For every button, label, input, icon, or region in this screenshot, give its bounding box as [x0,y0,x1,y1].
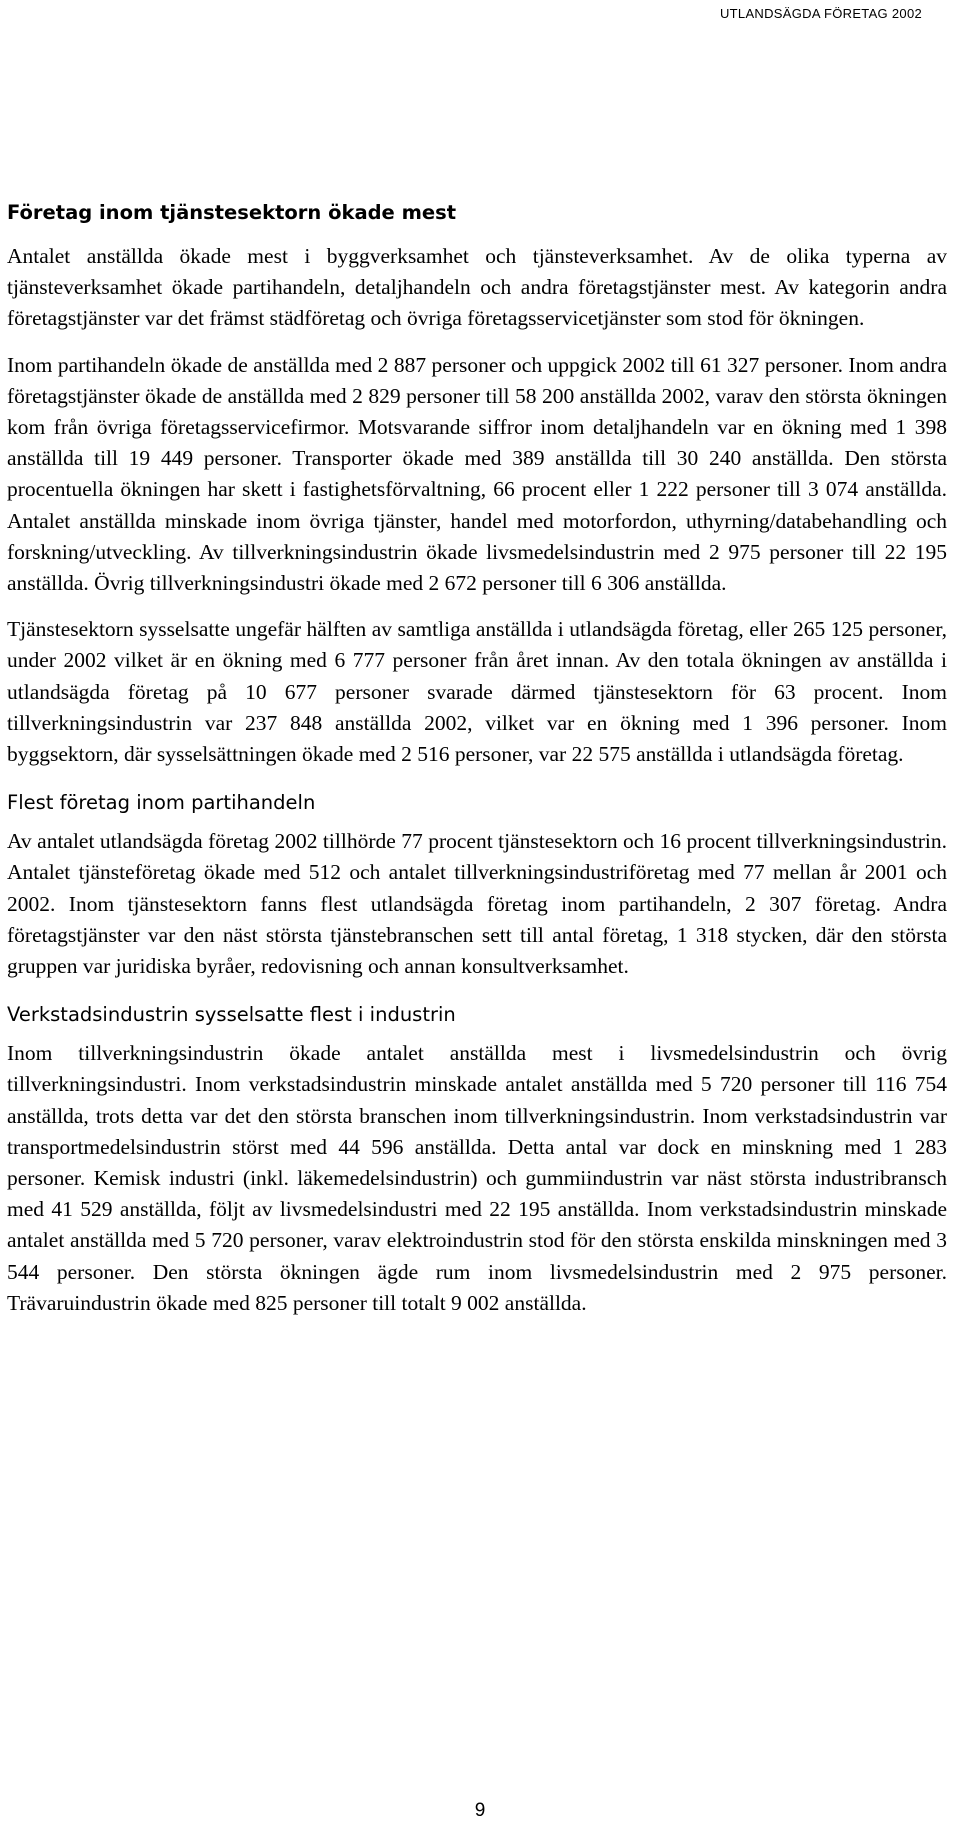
section-heading-services: Företag inom tjänstesektorn ökade mest [7,201,457,224]
paragraph: Inom tillverkningsindustrin ökade antalet anställda mest i livsmedelsindustrin och övrig tillverkningsindustri. Inom verkstadsindustrin minskade antalet anställda med 5 720 personer till 116 754 anställda, trots detta var det den största branschen inom tillverkningsindustrin. Inom verkstadsindustrin var transportmedelsindustrin störst med 44 596 anställda. Detta antal var dock en minskning med 1 283 personer. Kemisk industri (inkl. läkemedelsindustrin) och gummiindustrin var näst största industribransch med 41 529 anställda, följt av livsmedelsindustri med 22 195 anställda. Inom verkstadsindustrin minskade antalet anställda med 5 720 personer, varav elektroindustrin stod för den största enskilda minskningen med 3 544 personer. Den största ökningen ägde rum inom livsmedelsindustrin med 2 975 personer. Trävaruindustrin ökade med 825 personer till totalt 9 002 anställda. [7,1041,947,1315]
section-heading-wholesale: Flest företag inom partihandeln [7,791,316,815]
paragraph: Av antalet utlandsägda företag 2002 tillhörde 77 procent tjänstesektorn och 16 procent tillverkningsindustrin. Antalet tjänsteföretag ökade med 512 och antalet tillverkningsindustriföretag med 77 mellan år 2001 och 2002. Inom tjänstesektorn fanns flest utlandsägda företag inom partihandeln, 2 307 företag. Andra företagstjänster var den näst största tjänstebranschen sett till antal företag, 1 318 stycken, där den största gruppen var juridiska byråer, redovisning och annan konsultverksamhet. [7,829,947,979]
paragraph: Antalet anställda ökade mest i byggverksamhet och tjänsteverksamhet. Av de olika typerna av tjänsteverksamhet ökade partihandeln, detaljhandeln och andra företagstjänster mest. Av kategorin andra företagstjänster var det främst städföretag och övriga företagsservicetjänster som stod för ökningen. [7,244,947,331]
paragraph: Tjänstesektorn sysselsatte ungefär hälften av samtliga anställda i utlandsägda företag, eller 265 125 personer, under 2002 vilket är en ökning med 6 777 personer från året innan. Av den totala ökningen av anställda i utlandsägda företag på 10 677 personer svarade därmed tjänstesektorn för 63 procent. Inom tillverkningsindustrin var 237 848 anställda 2002, vilket var en ökning med 1 396 personer. Inom byggsektorn, där sysselsättningen ökade med 2 516 personer, var 22 575 anställda i utlandsägda företag. [7,617,947,767]
page-number: 9 [474,1800,486,1821]
section-heading-engineering: Verkstadsindustrin sysselsatte flest i industrin [7,1003,456,1027]
paragraph: Inom partihandeln ökade de anställda med 2 887 personer och uppgick 2002 till 61 327 personer. Inom andra företagstjänster ökade de anställda med 2 829 personer till 58 200 anställda 2002, varav den största ökningen kom från övriga företagsservicefirmor. Motsvarande siffror inom detaljhandeln var en ökning med 1 398 anställda till 19 449 personer. Transporter ökade med 389 anställda till 30 240 anställda. Den största procentuella ökningen har skett i fastighetsförvaltning, 66 procent eller 1 222 personer till 3 074 anställda. Antalet anställda minskade inom övriga tjänster, handel med motorfordon, uthyrning/databehandling och forskning/utveckling. Av tillverkningsindustrin ökade livsmedelsindustrin med 2 975 personer till 22 195 anställda. Övrig tillverkningsindustri ökade med 2 672 personer till 6 306 anställda. [7,352,947,596]
document-body [7,200,947,1334]
running-header: UTLANDSÄGDA FÖRETAG 2002 [719,6,922,21]
